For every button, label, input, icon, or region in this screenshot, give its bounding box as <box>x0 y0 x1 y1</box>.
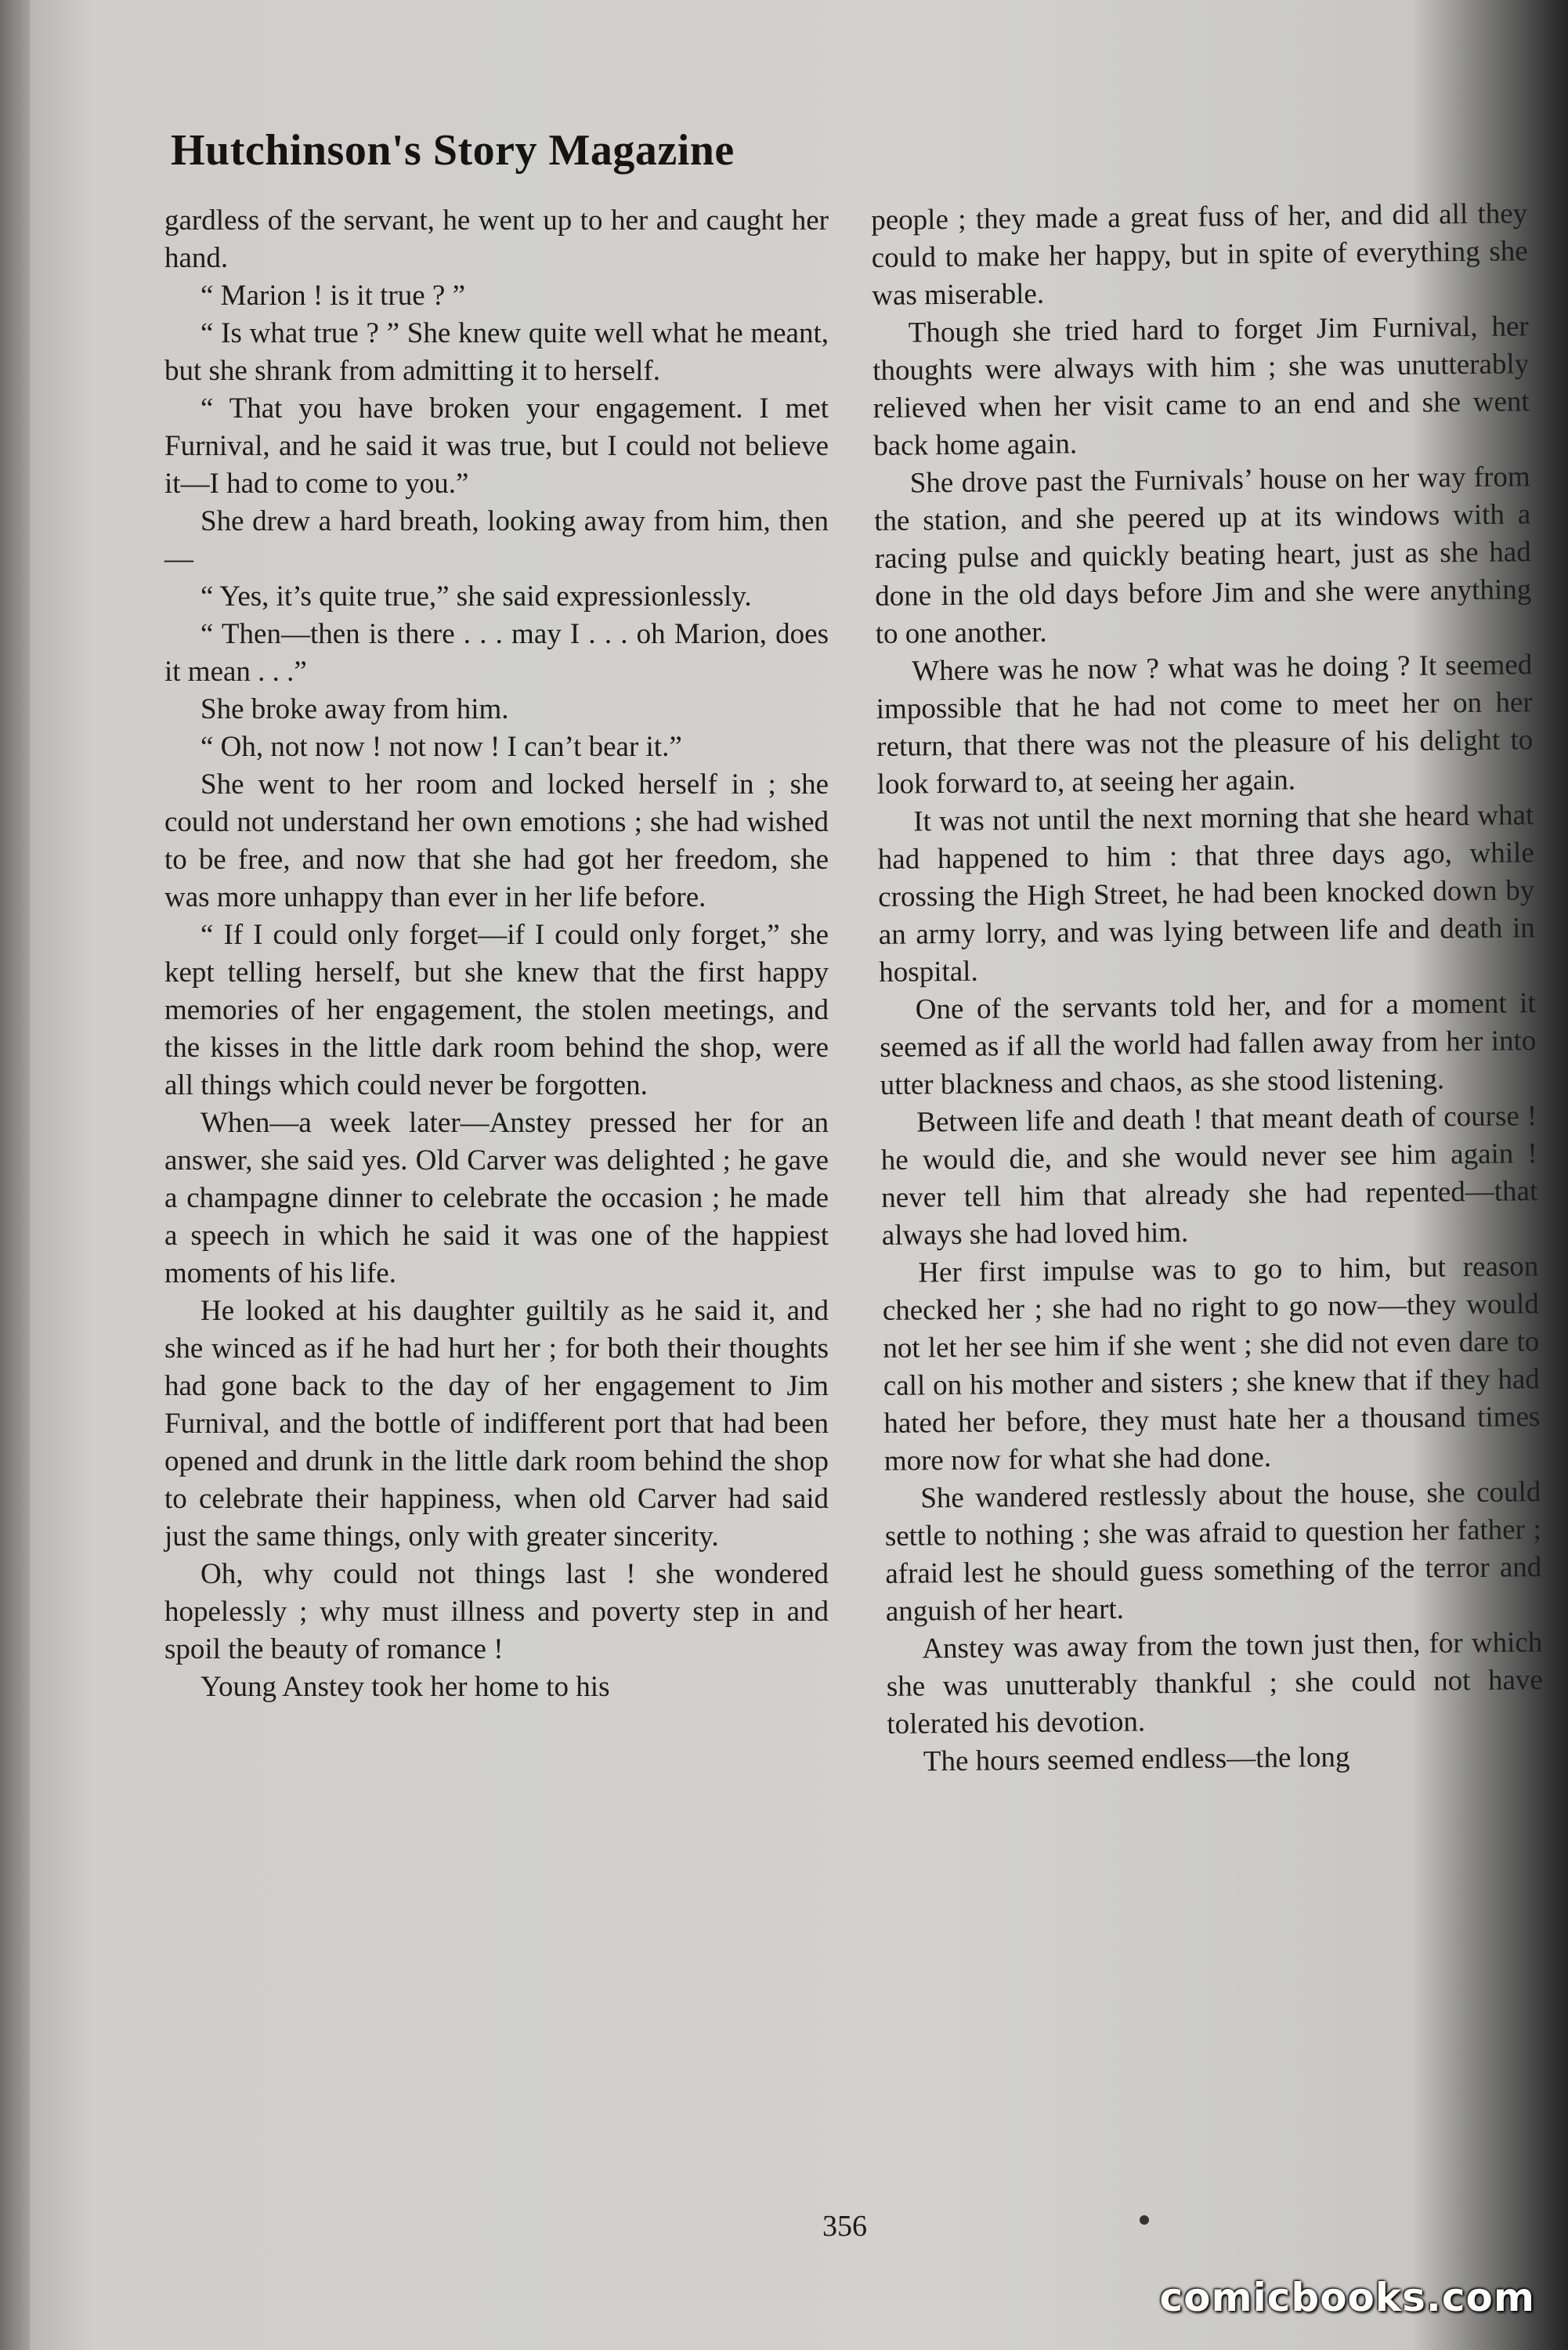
paragraph: She drove past the Furnivals’ house on her way from the station, and she peered up at its windows with a racing pulse and quickly beating heart, just as she had done in the old days before Jim and she were anything to one another. <box>874 461 1532 650</box>
paragraph: Her first impulse was to go to him, but reason checked her ; she had no right to go now—they would not let her see him if she went ; she did not even dare to call on his mother and sisters ; she knew that if they had hated her before, they must hate her a thousand times more now for what she had done. <box>882 1250 1541 1477</box>
running-head: Hutchinson's Story Magazine <box>171 126 735 175</box>
paragraph: She broke away from him. <box>201 693 509 725</box>
paragraph: “ Yes, it’s quite true,” she said expressionlessly. <box>201 580 752 613</box>
paragraph: When—a week later—Anstey pressed her for an answer, she said yes. Old Carver was delighted ; he gave a champagne dinner to celebrate the occasion ; he made a speech in which he said it was one of the happiest moments of his life. <box>164 1107 829 1289</box>
paragraph: He looked at his daughter guiltily as he said it, and she winced as if he had hurt her ; for both their thoughts had gone back to the day of her engagement to Jim Furnival, and the bottle of indifferent port that had been opened and drunk in the little dark room behind the shop to celebrate their happiness, when old Carver had said just the same things, only with greater sincerity. <box>164 1295 829 1553</box>
paragraph: Young Anstey took her home to his <box>201 1671 610 1703</box>
paragraph: people ; they made a great fuss of her, and did all they could to make her happy, but in spite of everything she was miserable. <box>871 197 1528 312</box>
paragraph: “ Oh, not now ! not now ! I can’t bear it.” <box>201 731 682 763</box>
paragraph: gardless of the servant, he went up to her and caught her hand. <box>164 204 829 274</box>
paragraph: “ Then—then is there . . . may I . . . oh Marion, does it mean . . .” <box>164 618 829 688</box>
paragraph: She drew a hard breath, looking away from him, then— <box>164 505 829 575</box>
left-text-column <box>164 202 829 1706</box>
paragraph: She wandered restlessly about the house, she could settle to nothing ; she was afraid to question her father ; afraid lest he should guess something of the terror and anguish of her heart. <box>884 1476 1542 1628</box>
paragraph: The hours seemed endless—the long <box>923 1741 1350 1778</box>
paragraph: Between life and death ! that meant death of course ! he would die, and she would never see him again ! never tell him that already she had repented—that always she had loved him. <box>880 1100 1538 1252</box>
ink-spot <box>1140 2215 1149 2225</box>
paragraph: Where was he now ? what was he doing ? It seemed impossible that he had not come to meet her on her return, that there was not the pleasure of his delight to look forward to, at seeing her again. <box>876 649 1534 801</box>
page-number: 356 <box>822 2210 867 2243</box>
paragraph: One of the servants told her, and for a moment it seemed as if all the world had fallen away from her into utter blackness and chaos, as she stood listening. <box>880 987 1537 1101</box>
paragraph: “ Marion ! is it true ? ” <box>201 280 466 312</box>
paragraph: “ That you have broken your engagement. I met Furnival, and he said it was true, but I could not believe it—I had to come to you.” <box>164 392 829 500</box>
paragraph: She went to her room and locked herself in ; she could not understand her own emotions ; she had wished to be free, and now that she had got her freedom, she was more unhappy than ever in her life before. <box>164 768 829 913</box>
paragraph: Anstey was away from the town just then, for which she was unutterably thankful ; she could not have tolerated his devotion. <box>886 1626 1544 1741</box>
paragraph: It was not until the next morning that she heard what had happened to him : that three days ago, while crossing the High Street, he had been knocked down by an army lorry, and was lying between life and death in hospital. <box>877 799 1535 989</box>
right-text-column <box>871 195 1544 1781</box>
paragraph: “ Is what true ? ” She knew quite well what he meant, but she shrank from admitting it to herself. <box>164 317 829 387</box>
paragraph: Oh, why could not things last ! she wondered hopelessly ; why must illness and poverty step in and spoil the beauty of romance ! <box>164 1558 829 1665</box>
book-spine-shadow <box>0 0 30 2350</box>
paragraph: Though she tried hard to forget Jim Furnival, her thoughts were always with him ; she was unutterably relieved when her visit came to an end and she went back home again. <box>873 310 1530 462</box>
paragraph: “ If I could only forget—if I could only forget,” she kept telling herself, but she knew that the first happy memories of her engagement, the stolen meetings, and the kisses in the little dark room behind the shop, were all things which could never be forgotten. <box>164 919 829 1101</box>
site-watermark: comicbooks.com <box>1159 2275 1535 2320</box>
